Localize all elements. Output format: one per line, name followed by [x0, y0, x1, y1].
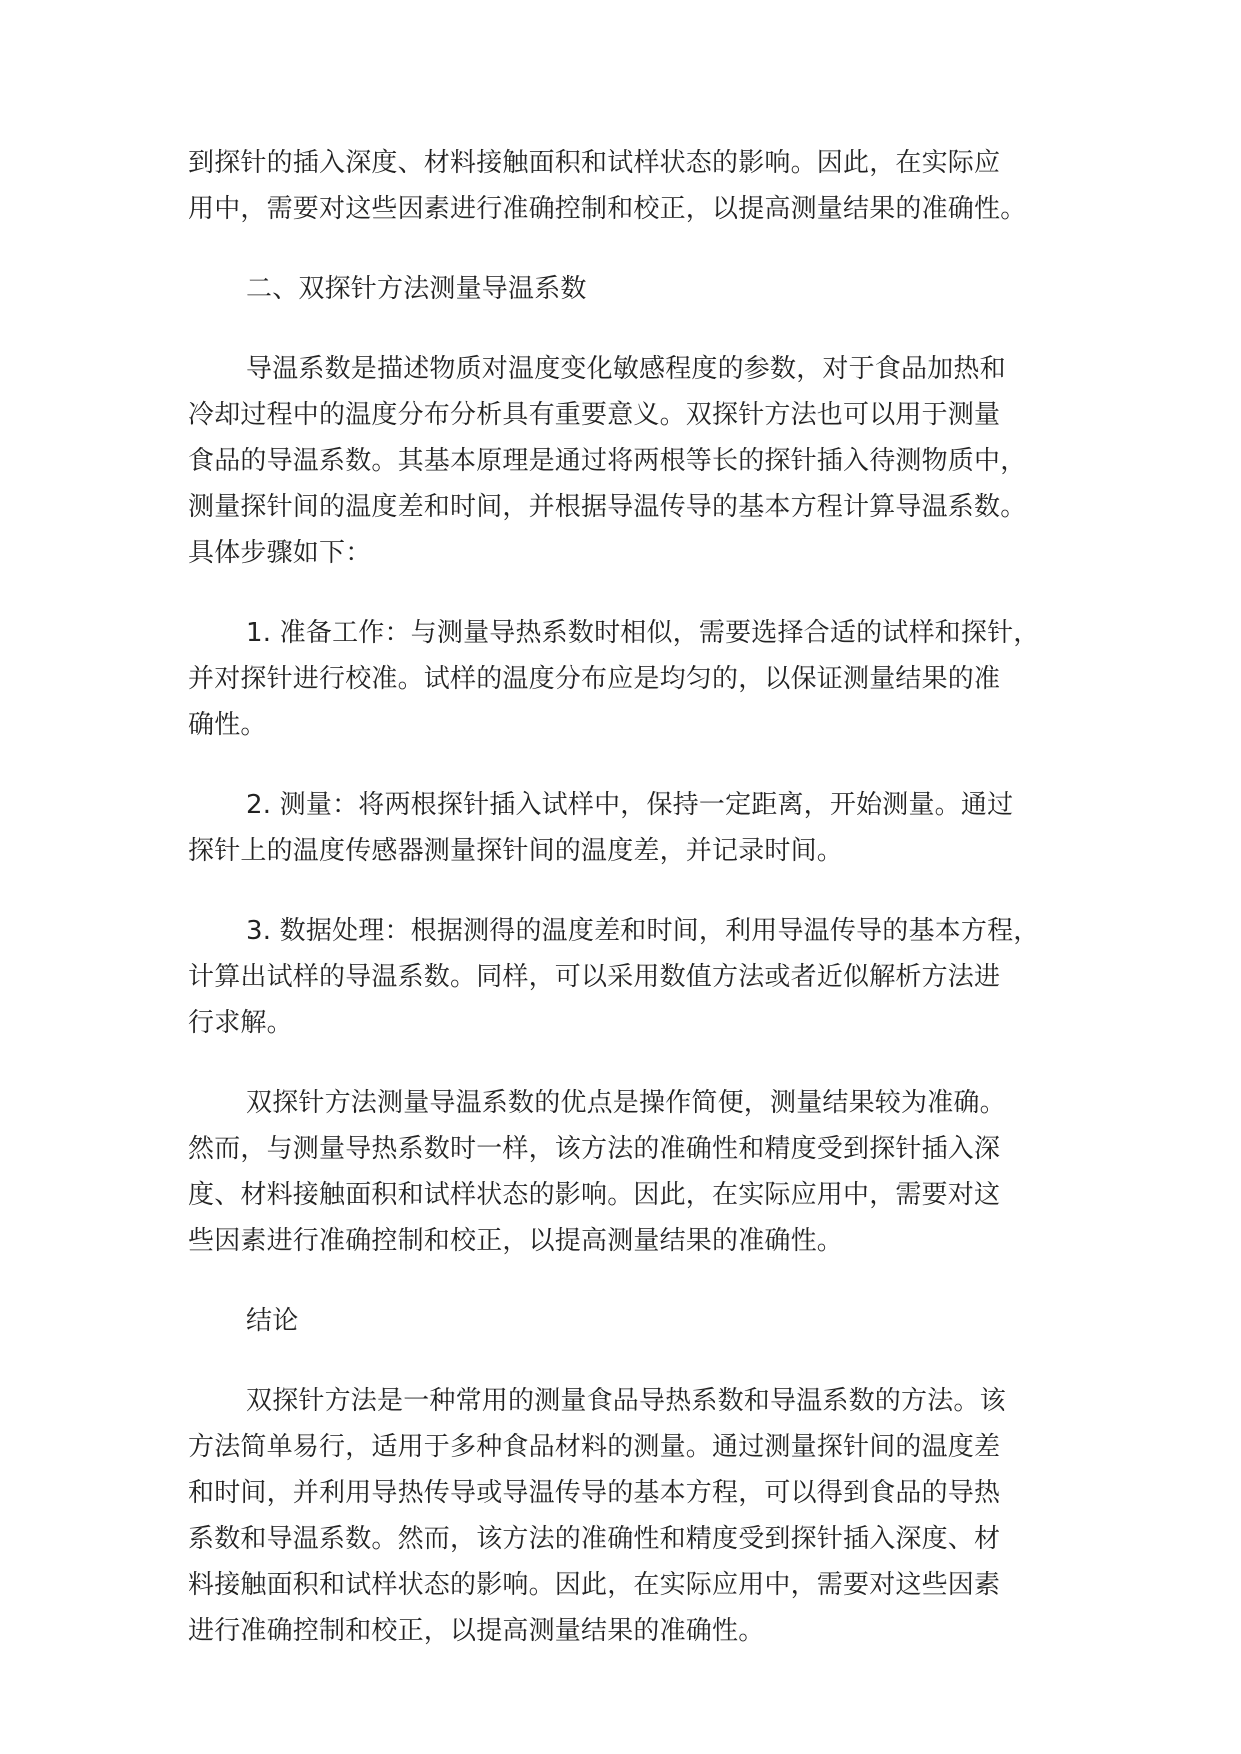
paragraph-step-3	[188, 908, 1088, 1046]
text-line: 方法简单易行，适用于多种食品材料的测量。通过测量探针间的温度差	[188, 1432, 1001, 1462]
text-line: 计算出试样的导温系数。同样，可以采用数值方法或者近似解析方法进	[188, 962, 1001, 992]
text-line: 度、材料接触面积和试样状态的影响。因此，在实际应用中，需要对这	[188, 1180, 1001, 1210]
text-line: 双探针方法测量导温系数的优点是操作简便，测量结果较为准确。	[246, 1088, 1006, 1118]
text-line: 系数和导温系数。然而，该方法的准确性和精度受到探针插入深度、材	[188, 1524, 1001, 1554]
text-line: 导温系数是描述物质对温度变化敏感程度的参数，对于食品加热和	[246, 354, 1006, 384]
text-line: 冷却过程中的温度分布分析具有重要意义。双探针方法也可以用于测量	[188, 400, 1001, 430]
text-line: 结论	[246, 1306, 299, 1336]
text-line: 料接触面积和试样状态的影响。因此，在实际应用中，需要对这些因素	[188, 1570, 1001, 1600]
text-line: 和时间，并利用导热传导或导温传导的基本方程，可以得到食品的导热	[188, 1478, 1001, 1508]
paragraph-section-heading-2	[188, 266, 1088, 312]
text-line: 2. 测量：将两根探针插入试样中，保持一定距离，开始测量。通过	[246, 790, 1014, 820]
paragraph-intro-continuation	[188, 140, 1088, 232]
text-line: 二、双探针方法测量导温系数	[246, 274, 587, 304]
text-line: 然而，与测量导热系数时一样，该方法的准确性和精度受到探针插入深	[188, 1134, 1001, 1164]
text-line: 测量探针间的温度差和时间，并根据导温传导的基本方程计算导温系数。	[188, 492, 1027, 522]
text-line: 1. 准备工作：与测量导热系数时相似，需要选择合适的试样和探针，	[246, 618, 1040, 648]
text-line: 并对探针进行校准。试样的温度分布应是均匀的，以保证测量结果的准	[188, 664, 1001, 694]
paragraph-diffusivity-summary	[188, 1080, 1088, 1264]
paragraph-step-1	[188, 610, 1088, 748]
text-line: 探针上的温度传感器测量探针间的温度差，并记录时间。	[188, 836, 844, 866]
text-line: 双探针方法是一种常用的测量食品导热系数和导温系数的方法。该	[246, 1386, 1006, 1416]
paragraph-conclusion-heading	[188, 1298, 1088, 1344]
text-line: 具体步骤如下：	[188, 538, 372, 568]
text-line: 用中，需要对这些因素进行准确控制和校正，以提高测量结果的准确性。	[188, 194, 1027, 224]
text-line: 行求解。	[188, 1008, 293, 1038]
text-line: 进行准确控制和校正，以提高测量结果的准确性。	[188, 1616, 765, 1646]
text-line: 3. 数据处理：根据测得的温度差和时间，利用导温传导的基本方程，	[246, 916, 1040, 946]
paragraph-step-2	[188, 782, 1088, 874]
text-line: 些因素进行准确控制和校正，以提高测量结果的准确性。	[188, 1226, 844, 1256]
document-body	[188, 140, 1088, 1688]
text-line: 确性。	[188, 710, 267, 740]
paragraph-conclusion-body	[188, 1378, 1088, 1654]
text-line: 到探针的插入深度、材料接触面积和试样状态的影响。因此，在实际应	[188, 148, 1001, 178]
text-line: 食品的导温系数。其基本原理是通过将两根等长的探针插入待测物质中，	[188, 446, 1027, 476]
paragraph-diffusivity-intro	[188, 346, 1088, 576]
